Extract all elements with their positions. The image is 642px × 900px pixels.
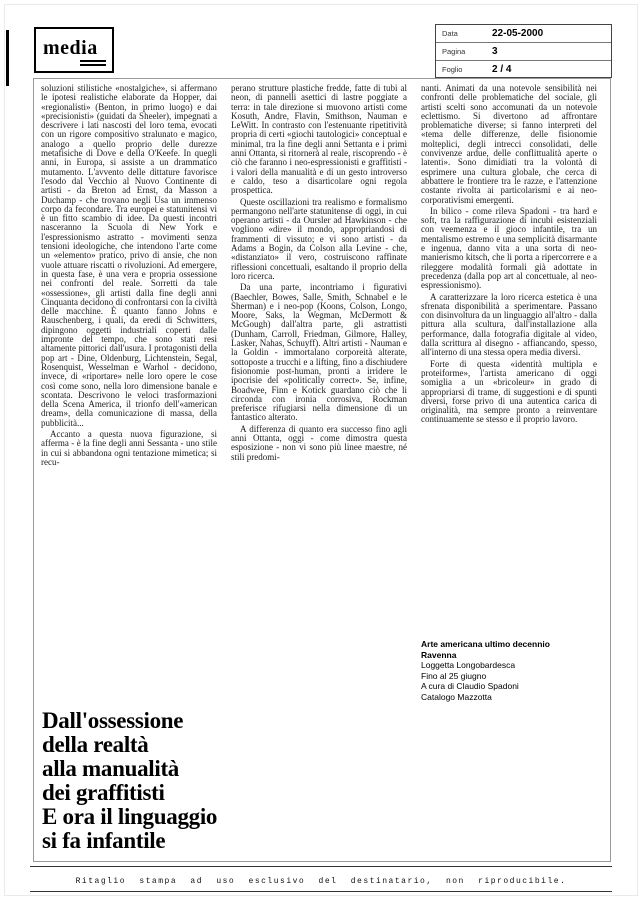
meta-value-sheet: 2 / 4 — [492, 64, 512, 75]
meta-value-date: 22-05-2000 — [492, 28, 544, 39]
headline-line: dei graffitisti — [42, 780, 165, 805]
article-paragraph: soluzioni stilistiche «nostalgiche», si affermano le ipotesi realistiche elaborate da Hopper, dai «regionalisti» (Benton, in primo luogo) e dai «precisionisti» (guidati da Sheeler), impegnati a descrivere i lati nascosti del loro tema, evocati con un rigore compositivo stralunato e magico, analogo a quello proprio delle durezze metafisiche di Dove e della O'Keefe. In quegli anni, in Europa, si assiste a un drammatico mutamento. L'avvento delle dittature favorisce l'esodo dal Vecchio al Nuovo Continente di artisti - da Breton ad Ernst, da Masson a Duchamp - che trovano negli Usa un immenso corpo da fecondare. Tra europei e statunitensi vi è un fitto scambio di idee. Da questi incontri nasceranno la Scuola di New York e l'espressionismo astratto - movimenti senza tensioni ideologiche, che intendono l'arte come un «elemento» pratico, privo di ansie, che non vuole attuare riscatti o rivoluzioni. Ad emergere, in questa fase, è una vera e propria ossessione nei confronti del reale. Sorretti da tale «ossessione», gli artisti dalla fine degli anni Cinquanta decidono di confrontarsi con la civiltà delle macchine. È quanto fanno Johns e Rauschenberg, i quali, da eredi di Schwitters, dipingono oggetti industriali coperti dalle impronte del tempo, che sono stati resi altamente pittorici dall'usura. I protagonisti della pop art - Dine, Oldenburg, Lichtenstein, Segal, Rosenquist, Wesselman e Warhol - decidono, invece, di «riportare» nelle loro opere le cose così come sono, nella loro dimensione banale e scontata. Descrivono le veloci trasformazioni della Scena America, il trionfo dell'«american dream», della comunicazione di massa, della pubblicità... — [41, 83, 217, 428]
footer-strip — [30, 866, 612, 892]
headline-line: alla manualità — [42, 756, 180, 781]
article-paragraph: nanti. Animati da una notevole sensibilità nei confronti delle problematiche del sociale, gli artisti scelti sono accomunati da un notevole eclettismo. Si divertono ad affrontare problematiche diverse; si fanno interpreti del «tema delle differenze, delle fisionomie molteplici, degli intrecci consolidati, delle convivenze ardue, delle conflittualità aperte o latenti». Sono dimidiati tra la volontà di esprimere una cultura globale, che cerca di abbattere le frontiere tra le razze, e l'attenzione costante rivolta ai particolarismi e ai neo-corporativismi emergenti. — [421, 83, 597, 205]
logo-decorative-line — [80, 60, 106, 62]
media-logo-text: media — [43, 37, 98, 59]
exhibition-curator: A cura di Claudio Spadoni — [421, 681, 519, 691]
headline-line: della realtà — [42, 732, 149, 757]
article-paragraph: Queste oscillazioni tra realismo e formalismo permangono nell'arte statunitense di oggi, in cui operano artisti - da Oursler ad Hawkinson - che vogliono «dire» il mondo, appropriandosi di frammenti di vissuto; e vi sono artisti - da Adams a Bogin, da Colson alla Levine - che, «distanziato» il vero, costruiscono raffinate riflessioni concettuali, esaltando il proprio della loro ricerca. — [231, 196, 407, 281]
meta-label-page: Pagina — [442, 47, 466, 56]
article-paragraph: Forte di questa «identità multipla e proteiforme», l'artista americano di oggi somiglia a un «bricoleur» in grado di appropriarsi di trame, di suggestioni e di spunti diversi, forse privo di una autentica carica di originalità, ma sempre pronto a reinventare continuamente se stesso e il proprio lavoro. — [421, 358, 597, 425]
article-column-3 — [421, 84, 597, 427]
article-paragraph: Da una parte, incontriamo i figurativi (Baechler, Bowes, Salle, Smith, Schnabel e le Sherman) e i neo-pop (Koons, Colson, Longo, Moore, Saks, la Wegman, McDermott & McGough) dall'altra parte, gli astrattisti (Dunham, Carroll, Friedman, Gilmore, Halley, Lasker, Nahas, Schuyff). Altri artisti - Nauman e la Goldin - immortalano corporeità alterate, sottoposte a trucchi e a lifting, fino a dischiudere fisionomie post-human, pronti a irridere le ipocrisie del «politically correct». Se, infine, Boadwee, Finn e Kotick guardano ciò che li circonda con ironia corrosiva, Rockman preferisce rifugiarsi nella dimensione di un fantastico alterato. — [231, 282, 407, 423]
article-frame — [33, 78, 611, 862]
exhibition-dates: Fino al 25 giugno — [421, 670, 487, 681]
article-paragraph: In bilico - come rileva Spadoni - tra hard e soft, tra la raffigurazione di incubi esistenziali con veemenza e il gioco infantile, tra un mentalismo estremo e una semplicità disarmante e ingenua, danno vita a una sorta di neo-manierismo kitsch, che li porta a ripercorrere e a rileggere modalità formali già adottate in precedenza (dalla pop art al concettuale, al neo-espressionismo). — [421, 205, 597, 291]
exhibition-catalog: Catalogo Mazzotta — [421, 691, 492, 702]
scan-mark — [6, 30, 9, 86]
article-paragraph: perano strutture plastiche fredde, fatte di tubi al neon, di pannelli asettici di lastre poggiate a terra: in tale direzione si muovono artisti come Kosuth, Andre, Flavin, Smithson, Nauman e LeWitt. In contrasto con l'estenuante ripetitività propria di certi «giochi tautologici» conceptual e minimal, tra la fine degli anni Settanta e i primi anni Ottanta, si ritornerà al reale, riscoprendo - è ciò che faranno i neo-espressionisti e graffitisti - i valori della manualità e di un gesto introverso e caldo, teso a disarticolare ogni regola prospettica. — [231, 83, 407, 196]
exhibition-info-block — [421, 639, 601, 702]
clipping-meta-box — [435, 24, 612, 78]
exhibition-title: Arte americana ultimo decennio — [421, 639, 550, 649]
article-headline — [42, 709, 282, 853]
meta-row-sheet — [436, 61, 611, 78]
meta-label-date: Data — [442, 29, 458, 38]
meta-row-date — [436, 25, 611, 43]
exhibition-venue: Loggetta Longobardesca — [421, 660, 516, 670]
article-column-1 — [41, 84, 217, 469]
logo-decorative-line — [80, 64, 106, 66]
exhibition-city: Ravenna — [421, 649, 457, 660]
meta-value-page: 3 — [492, 46, 498, 57]
article-column-2 — [231, 84, 407, 464]
headline-line: si fa infantile — [42, 828, 166, 853]
media-logo — [34, 27, 114, 73]
headline-line: Dall'ossessione — [42, 708, 184, 733]
meta-label-sheet: Foglio — [442, 65, 463, 74]
headline-line: E ora il linguaggio — [42, 804, 218, 829]
article-paragraph: A differenza di quanto era successo fino agli anni Ottanta, oggi - come dimostra questa esposizione - non vi sono più linee maestre, né stili predomi- — [231, 423, 407, 462]
meta-row-page — [436, 43, 611, 61]
article-paragraph: Accanto a questa nuova figurazione, si afferma - è la fine degli anni Sessanta - uno stile in cui si abbandona ogni tentazione mimetica; si recu- — [41, 428, 217, 467]
article-paragraph: A caratterizzare la loro ricerca estetica è una sfrenata disponibilità a sperimentare. Passano con disinvoltura da un linguaggio all'altro - dalla pittura alla scultura, dall'installazione alla performance, dalla fotografia digitale al video, dalla scrittura al disegno - affiancando, spesso, all'interno di una stessa opera media diversi. — [421, 291, 597, 358]
footer-disclaimer-text: Ritaglio stampa ad uso esclusivo del destinatario, non riproducibile. — [75, 877, 567, 886]
